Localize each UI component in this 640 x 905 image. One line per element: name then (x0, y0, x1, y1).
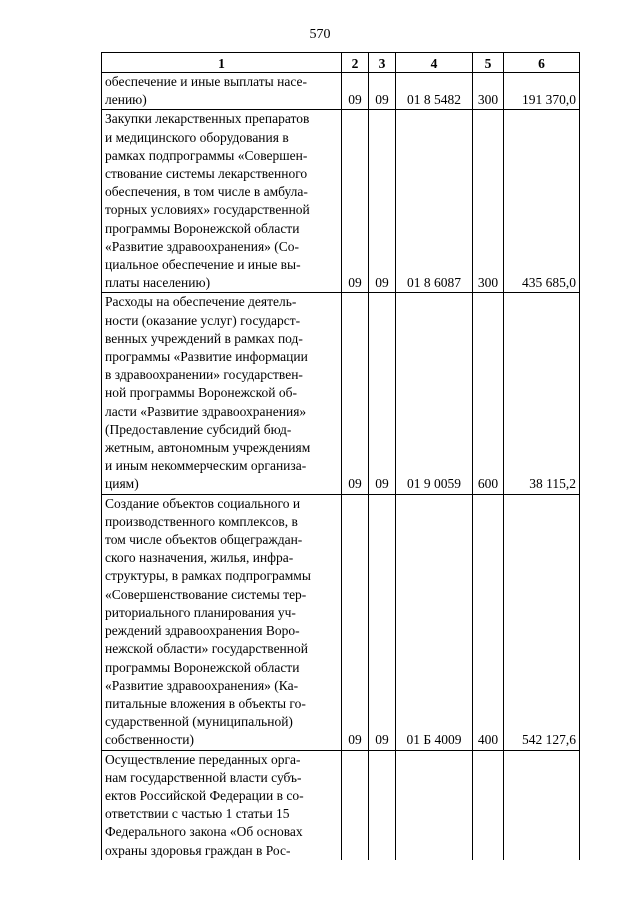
section-code: 09 (342, 494, 369, 750)
description-line: риториального планирования уч- (105, 604, 296, 620)
table-row (102, 110, 580, 293)
target-article-code: 01 Б 4009 (396, 494, 473, 750)
column-header-1: 1 (102, 53, 342, 73)
description-line: обеспечения, в том числе в амбула- (105, 184, 308, 200)
amount-value: 435 685,0 (504, 110, 580, 293)
description-line: программы Воронежской области (105, 659, 300, 675)
description-line: рамках подпрограммы «Совершен- (105, 147, 308, 163)
target-article-code (396, 750, 473, 860)
description-line: нам государственной власти субъ- (105, 769, 302, 785)
table-row (102, 750, 580, 860)
column-header-5: 5 (473, 53, 504, 73)
description-line: том числе объектов общеграждан- (105, 532, 303, 548)
description-line: «Совершенствование системы тер- (105, 586, 307, 602)
expense-type-code: 300 (473, 110, 504, 293)
description-line: ского назначения, жилья, инфра- (105, 550, 294, 566)
subsection-code (369, 750, 396, 860)
expense-type-code: 400 (473, 494, 504, 750)
description-line: и медицинского оборудования в (105, 129, 289, 145)
description-line: питальные вложения в объекты го- (105, 695, 306, 711)
table-header-row (102, 53, 580, 73)
description-line: «Развитие здравоохранения» (Ка- (105, 677, 299, 693)
description-line: структуры, в рамках подпрограммы (105, 568, 311, 584)
target-article-code: 01 8 6087 (396, 110, 473, 293)
table-row (102, 494, 580, 750)
description-line: Расходы на обеспечение деятель- (105, 294, 297, 310)
column-header-2: 2 (342, 53, 369, 73)
description-line: обеспечение и иные выплаты насе- (105, 74, 307, 89)
expense-type-code: 600 (473, 293, 504, 494)
description-line: жетным, автономным учреждениям (105, 440, 311, 456)
description-line: и иным некоммерческим организа- (105, 458, 307, 474)
description-line: охраны здоровья граждан в Рос- (105, 842, 291, 858)
column-header-4: 4 (396, 53, 473, 73)
description-line: «Развитие здравоохранения» (Со- (105, 238, 300, 254)
amount-value: 191 370,0 (504, 73, 580, 110)
description-line: ной программы Воронежской об- (105, 385, 297, 401)
target-article-code: 01 8 5482 (396, 73, 473, 110)
description-line: ствование системы лекарственного (105, 166, 308, 182)
expense-type-code: 300 (473, 73, 504, 110)
section-code (342, 750, 369, 860)
row-description (102, 110, 342, 293)
budget-table (101, 52, 580, 860)
section-code: 09 (342, 293, 369, 494)
table-row (102, 73, 580, 110)
row-description (102, 750, 342, 860)
description-line: реждений здравоохранения Воро- (105, 623, 300, 639)
subsection-code: 09 (369, 110, 396, 293)
description-line: в здравоохранении» государствен- (105, 367, 303, 383)
description-line: собственности) (105, 732, 194, 748)
description-line: (Предоставление субсидий бюд- (105, 421, 292, 437)
table-row (102, 293, 580, 494)
description-line: программы Воронежской области (105, 220, 300, 236)
row-description (102, 293, 342, 494)
amount-value (504, 750, 580, 860)
column-header-3: 3 (369, 53, 396, 73)
amount-value: 38 115,2 (504, 293, 580, 494)
description-line: ответствии с частью 1 статьи 15 (105, 806, 290, 822)
description-line: Осуществление переданных орга- (105, 751, 301, 767)
section-code: 09 (342, 110, 369, 293)
description-line: нежской области» государственной (105, 641, 308, 657)
subsection-code: 09 (369, 293, 396, 494)
description-line: торных условиях» государственной (105, 202, 310, 218)
description-line: ласти «Развитие здравоохранения» (105, 403, 307, 419)
description-line: лению) (105, 92, 147, 108)
description-line: венных учреждений в рамках под- (105, 330, 303, 346)
description-line: Создание объектов социального и (105, 495, 301, 511)
row-description (102, 494, 342, 750)
subsection-code: 09 (369, 73, 396, 110)
description-line: платы населению) (105, 275, 211, 291)
expense-type-code (473, 750, 504, 860)
description-line: ности (оказание услуг) государст- (105, 312, 301, 328)
page-number: 570 (309, 27, 331, 42)
description-line: Закупки лекарственных препаратов (105, 111, 310, 127)
section-code: 09 (342, 73, 369, 110)
amount-value: 542 127,6 (504, 494, 580, 750)
description-line: производственного комплексов, в (105, 513, 298, 529)
description-line: циям) (105, 476, 139, 492)
subsection-code: 09 (369, 494, 396, 750)
description-line: циальное обеспечение и иные вы- (105, 257, 301, 273)
description-line: сударственной (муниципальной) (105, 714, 293, 730)
row-description (102, 73, 342, 110)
column-header-6: 6 (504, 53, 580, 73)
description-line: ектов Российской Федерации в со- (105, 787, 304, 803)
description-line: Федерального закона «Об основах (105, 824, 303, 840)
target-article-code: 01 9 0059 (396, 293, 473, 494)
description-line: программы «Развитие информации (105, 349, 308, 365)
